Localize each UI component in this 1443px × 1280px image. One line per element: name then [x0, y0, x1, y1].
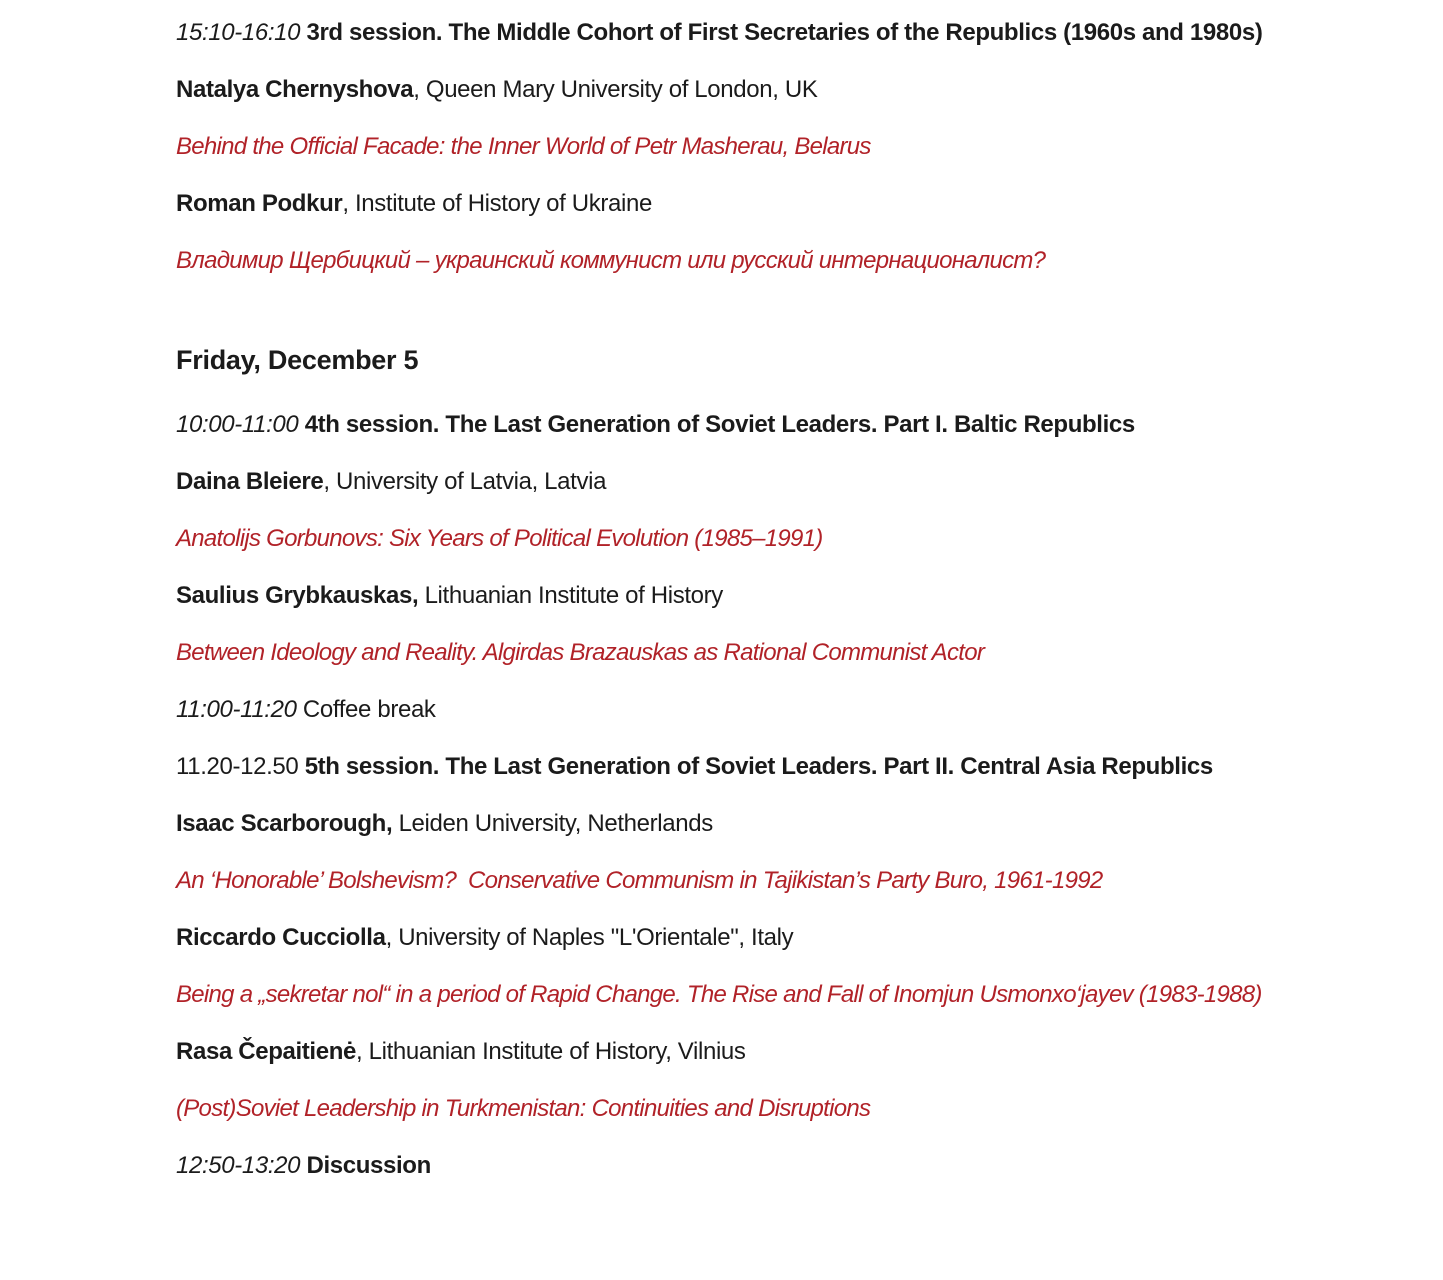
- paper-title-line: [176, 240, 1271, 282]
- speaker-name: Isaac Scarborough,: [176, 810, 393, 837]
- session-time: 11.20-12.50: [176, 753, 305, 780]
- speaker-name: Roman Podkur: [176, 190, 343, 217]
- paper-title: Anatolijs Gorbunovs: Six Years of Political Evolution (1985–1991): [176, 525, 823, 552]
- speaker-name: Natalya Chernyshova: [176, 76, 414, 103]
- paper-title-line: [176, 974, 1271, 1016]
- speaker-line: [176, 917, 1271, 959]
- speaker-affiliation: Lithuanian Institute of History: [418, 582, 723, 609]
- paper-title-line: [176, 632, 1271, 674]
- speaker-line: [176, 461, 1271, 503]
- speaker-affiliation: Leiden University, Netherlands: [392, 810, 713, 837]
- paper-title-line: [176, 126, 1271, 168]
- speaker-name: Daina Bleiere: [176, 468, 324, 495]
- paper-title: Behind the Official Facade: the Inner World of Petr Masherau, Belarus: [176, 133, 871, 160]
- break-line: [176, 689, 1271, 731]
- session-line: [176, 746, 1271, 788]
- day-heading: Friday, December 5: [176, 345, 419, 375]
- paper-title-line: [176, 1088, 1271, 1130]
- speaker-name: Saulius Grybkauskas,: [176, 582, 419, 609]
- session-time: 15:10-16:10: [176, 19, 307, 46]
- paper-title: (Post)Soviet Leadership in Turkmenistan: Continuities and Disruptions: [176, 1095, 871, 1122]
- speaker-name: Riccardo Cucciolla: [176, 924, 386, 951]
- session-line: [176, 1145, 1271, 1187]
- paper-title-line: [176, 518, 1271, 560]
- break-time: 11:00-11:20: [176, 696, 303, 723]
- session-title: 5th session. The Last Generation of Soviet Leaders. Part II. Central Asia Republics: [304, 753, 1213, 780]
- speaker-line: [176, 1031, 1271, 1073]
- paper-title: Between Ideology and Reality. Algirdas Brazauskas as Rational Communist Actor: [176, 639, 985, 666]
- session-line: [176, 12, 1271, 54]
- speaker-affiliation: , University of Naples "L'Orientale", Italy: [385, 924, 794, 951]
- speaker-line: [176, 803, 1271, 845]
- speaker-affiliation: , Institute of History of Ukraine: [342, 190, 652, 217]
- speaker-name: Rasa Čepaitienė: [176, 1038, 357, 1065]
- speaker-line: [176, 575, 1271, 617]
- speaker-affiliation: , University of Latvia, Latvia: [323, 468, 607, 495]
- paper-title: Being a „sekretar nol“ in a period of Rapid Change. The Rise and Fall of Inomjun Usmonxo‘jayev (1983-1988): [176, 981, 1262, 1008]
- paper-title: Владимир Щербицкий – украинский коммунист или русский интернационалист?: [176, 247, 1046, 274]
- session-title: 3rd session. The Middle Cohort of First Secretaries of the Republics (1960s and 1980s): [306, 19, 1263, 46]
- session-line: [176, 404, 1271, 446]
- session-title: 4th session. The Last Generation of Soviet Leaders. Part I. Baltic Republics: [304, 411, 1135, 438]
- speaker-affiliation: , Queen Mary University of London, UK: [413, 76, 818, 103]
- session-time: 12:50-13:20: [176, 1152, 307, 1179]
- speaker-line: [176, 69, 1271, 111]
- session-title: Discussion: [306, 1152, 431, 1179]
- paper-title: An ‘Honorable’ Bolshevism? Conservative Communism in Tajikistan’s Party Buro, 1961-1992: [176, 867, 1103, 894]
- speaker-line: [176, 183, 1271, 225]
- speaker-affiliation: , Lithuanian Institute of History, Vilnius: [356, 1038, 746, 1065]
- session-time: 10:00-11:00: [176, 411, 305, 438]
- break-label: Coffee break: [302, 696, 436, 723]
- paper-title-line: [176, 860, 1271, 902]
